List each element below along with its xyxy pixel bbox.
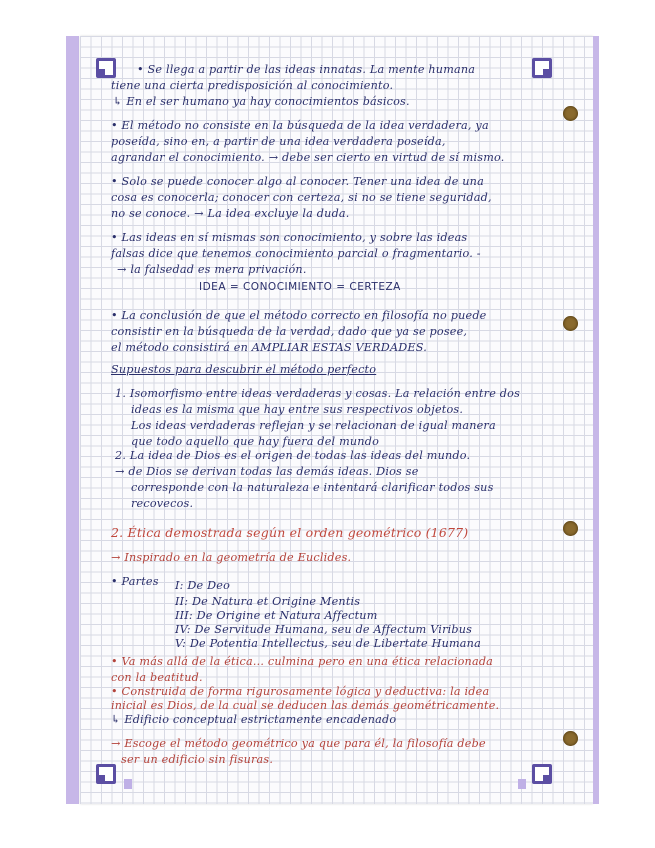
note-line: • Las ideas en sí mismas son conocimiento, y sobre las ideas — [111, 231, 468, 244]
note-line: → la falsedad es mera privación. — [117, 263, 307, 276]
note-line: Los ideas verdaderas reflejan y se relacionan de igual manera — [131, 419, 496, 432]
note-line: agrandar el conocimiento. → debe ser cierto en virtud de sí mismo. — [111, 151, 505, 164]
note-line: • La conclusión de que el método correcto en filosofía no puede — [111, 309, 487, 322]
note-line: con la beatitud. — [111, 671, 203, 684]
note-line: II: De Natura et Origine Mentis — [175, 595, 361, 608]
note-line: • Solo se puede conocer algo al conocer. Tener una idea de una — [111, 175, 484, 188]
note-line: I: De Deo — [175, 579, 231, 592]
note-line: ideas es la misma que hay entre sus respectivos objetos. — [131, 403, 464, 416]
note-line: • Partes — [111, 575, 159, 588]
note-line: 1. Isomorfismo entre ideas verdaderas y cosas. La relación entre dos — [115, 387, 521, 400]
handwritten-notes — [111, 0, 581, 848]
note-line: no se conoce. → La idea excluye la duda. — [111, 207, 350, 220]
note-line: → de Dios se derivan todas las demás ideas. Dios se — [115, 465, 419, 478]
note-line: el método consistirá en AMPLIAR ESTAS VERDADES. — [111, 341, 427, 354]
note-line: III: De Origine et Natura Affectum — [175, 609, 378, 622]
note-line: consistir en la búsqueda de la verdad, dado que ya se posee, — [111, 325, 468, 338]
note-line: tiene una cierta predisposición al conocimiento. — [111, 79, 394, 92]
note-line: corresponde con la naturaleza e intentará clarificar todos sus — [131, 481, 494, 494]
note-line: V: De Potentia Intellectus, seu de Libertate Humana — [175, 637, 481, 650]
note-line: • El método no consiste en la búsqueda de la idea verdadera, ya — [111, 119, 489, 132]
note-line: inicial es Dios, de la cual se deducen las demás geométricamente. — [111, 699, 500, 712]
note-line: 2. Ética demostrada según el orden geométrico (1677) — [111, 525, 469, 540]
note-line: • Va más allá de la ética... culmina pero en una ética relacionada — [111, 655, 494, 668]
note-line: cosa es conocerla; conocer con certeza, si no se tiene seguridad, — [111, 191, 492, 204]
note-line: IV: De Servitude Humana, seu de Affectum Viribus — [175, 623, 473, 636]
note-line: • Se llega a partir de las ideas innatas. La mente humana — [137, 63, 476, 76]
note-line: que todo aquello que hay fuera del mundo — [131, 435, 380, 448]
note-line: ser un edificio sin fisuras. — [121, 753, 274, 766]
note-line: Supuestos para descubrir el método perfecto — [111, 363, 377, 376]
note-line: recovecos. — [131, 497, 194, 510]
notebook-right-edge — [593, 36, 599, 804]
note-line: IDEA = CONOCIMIENTO = CERTEZA — [199, 281, 401, 293]
note-line: • Construida de forma rigurosamente lógica y deductiva: la idea — [111, 685, 490, 698]
note-line: → Inspirado en la geometría de Euclides. — [111, 551, 352, 564]
note-line: poseída, sino en, a partir de una idea verdadera poseída, — [111, 135, 446, 148]
note-line: → Escoge el método geométrico ya que para él, la filosofía debe — [111, 737, 486, 750]
note-line: falsas dice que tenemos conocimiento parcial o fragmentario. - — [111, 247, 481, 260]
note-line: ↳ Edificio conceptual estrictamente encadenado — [111, 713, 397, 726]
note-line: 2. La idea de Dios es el origen de todas las ideas del mundo. — [115, 449, 471, 462]
note-line: ↳ En el ser humano ya hay conocimientos básicos. — [113, 95, 410, 108]
notebook-left-edge — [66, 36, 79, 804]
